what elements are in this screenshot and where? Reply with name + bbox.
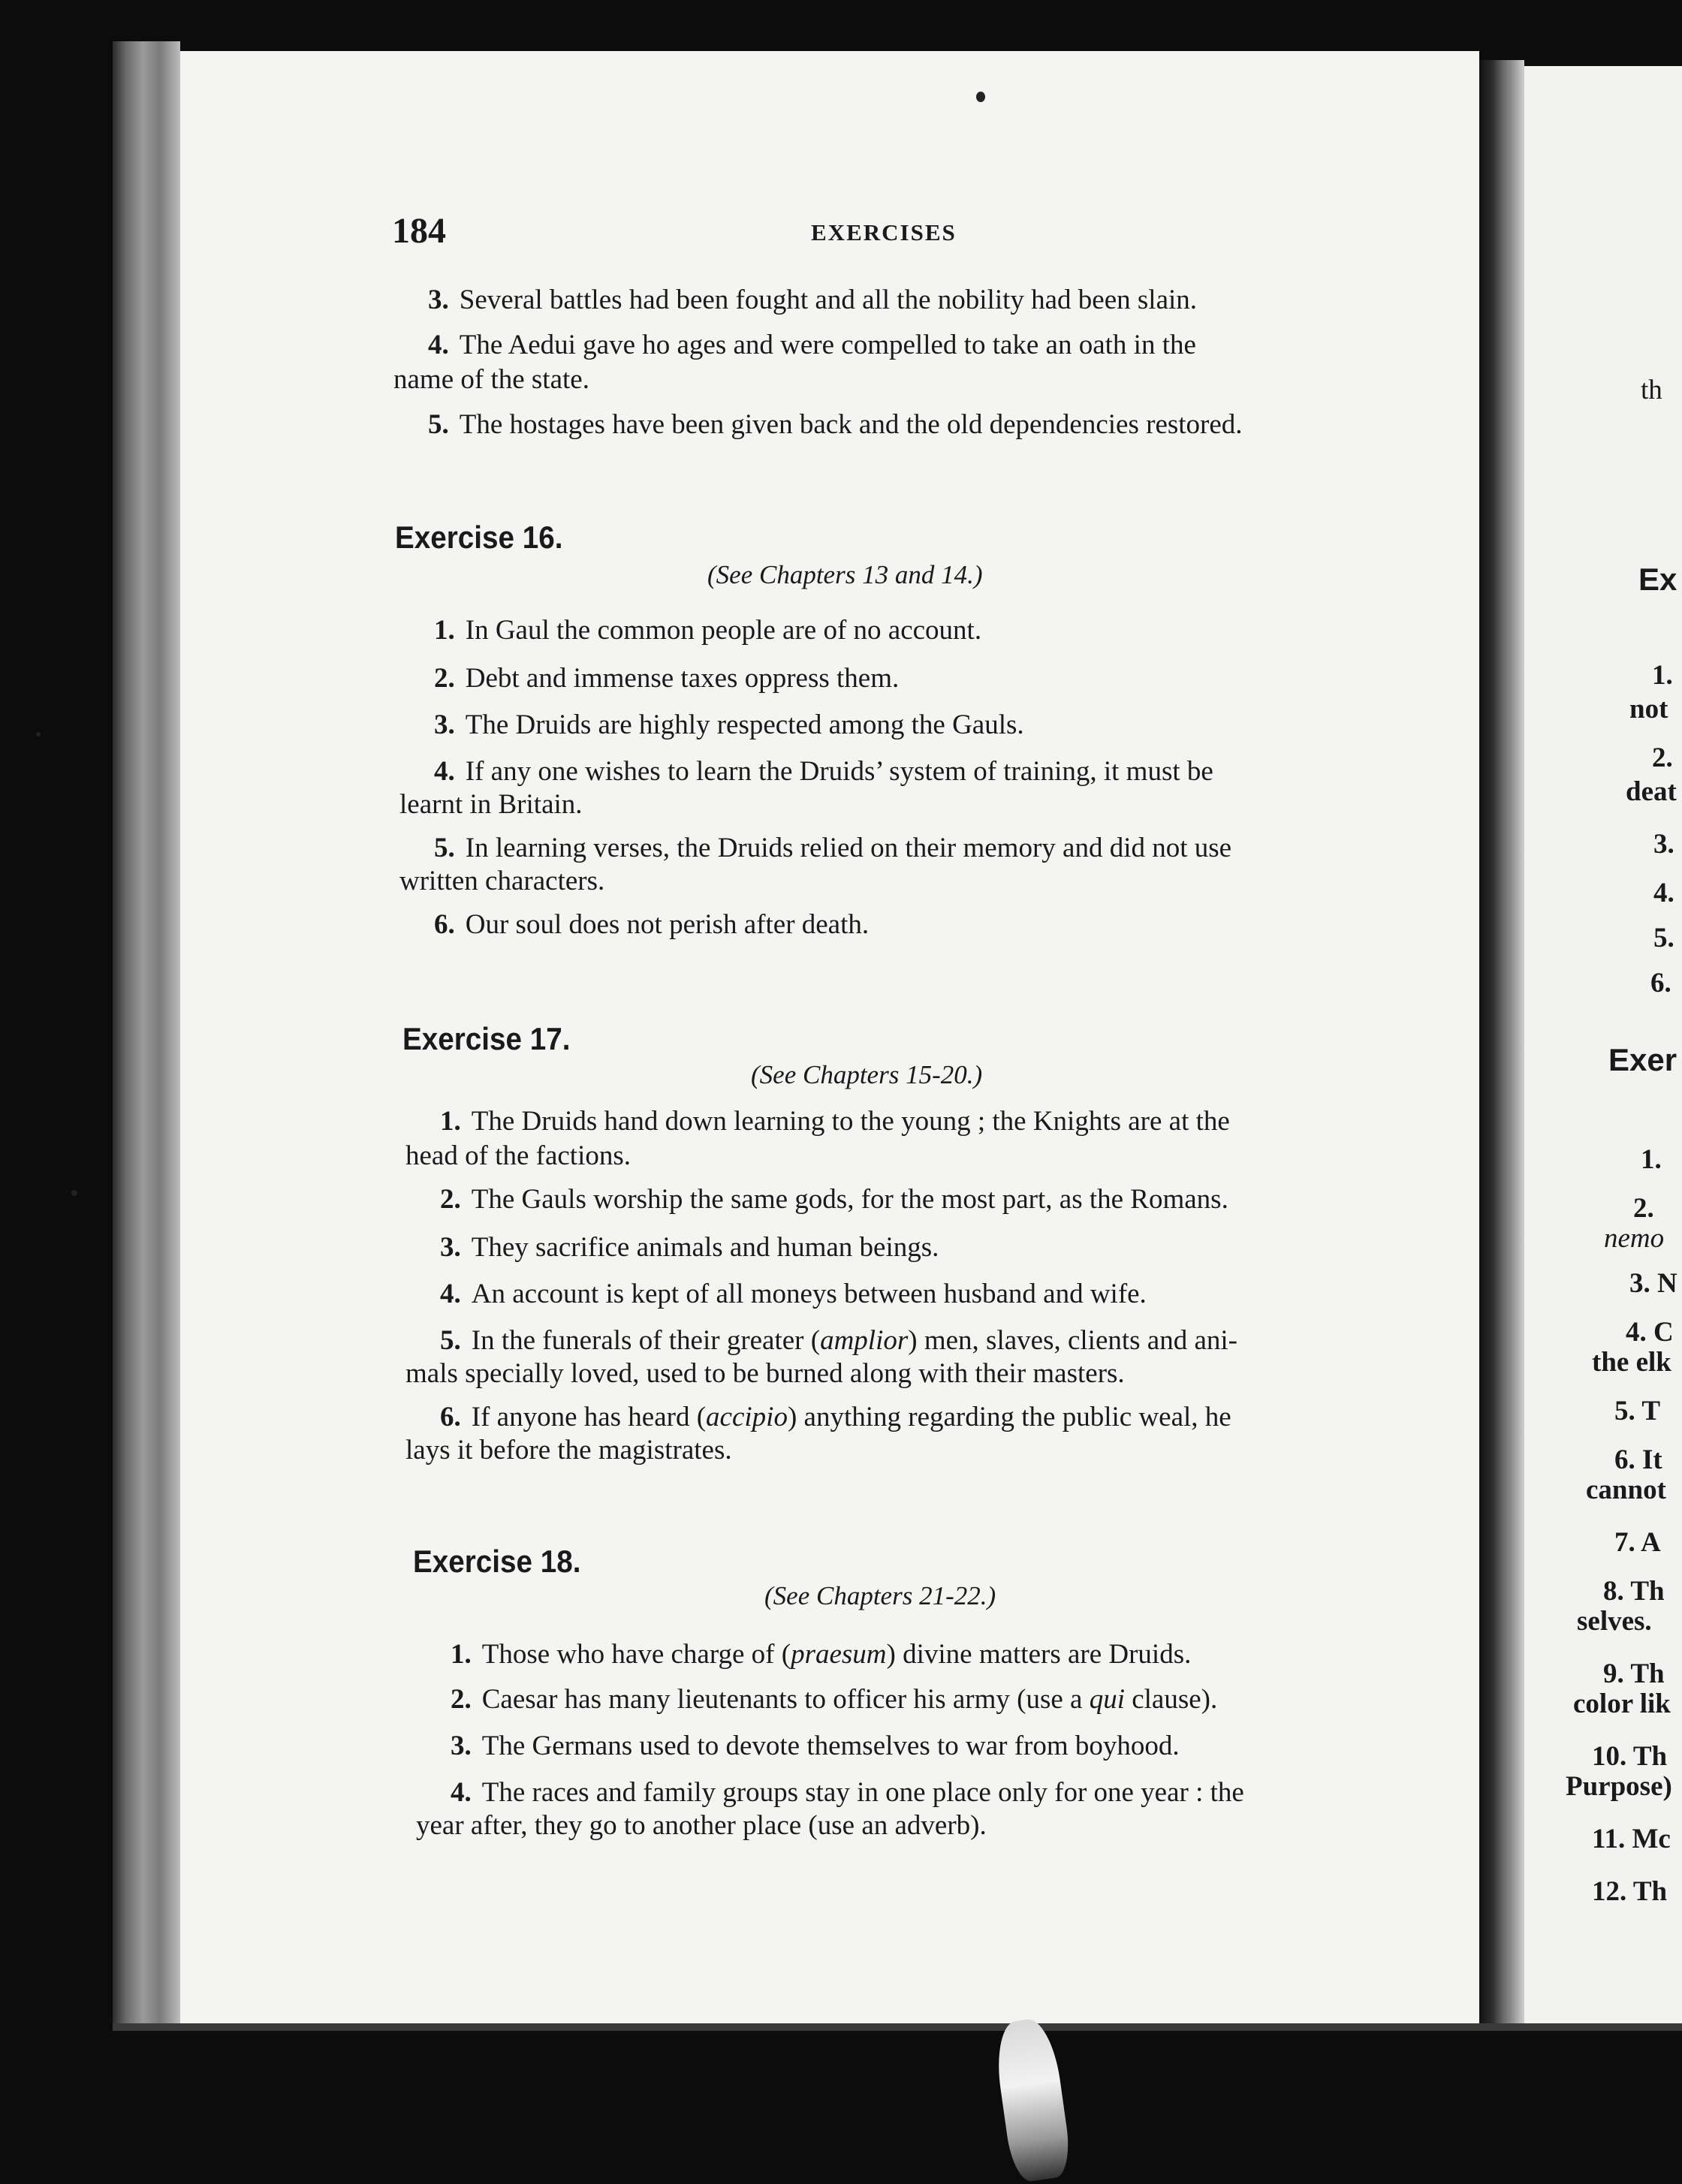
list-item: 4. The races and family groups stay in one place only for one year : the xyxy=(451,1777,1244,1808)
running-title: EXERCISES xyxy=(811,219,957,246)
list-item-continuation: learnt in Britain. xyxy=(399,789,583,820)
list-item: 2. Debt and immense taxes oppress them. xyxy=(434,663,900,694)
facing-fragment: selves. xyxy=(1577,1606,1652,1637)
facing-fragment: 7. A xyxy=(1614,1527,1661,1558)
facing-fragment: cannot xyxy=(1586,1475,1666,1505)
exercise-18-reference: (See Chapters 21-22.) xyxy=(764,1581,996,1610)
facing-fragment: Ex xyxy=(1638,562,1677,597)
binding-glare xyxy=(991,2016,1073,2183)
facing-fragment: 5. xyxy=(1653,923,1674,953)
facing-fragment: 10. Th xyxy=(1592,1741,1668,1772)
facing-fragment: 3. xyxy=(1653,829,1674,860)
facing-fragment: deat xyxy=(1626,776,1677,807)
list-item: 3. The Germans used to devote themselves to war from boyhood. xyxy=(451,1731,1180,1761)
facing-fragment: 4. xyxy=(1653,878,1674,908)
facing-fragment: the elk xyxy=(1592,1347,1671,1378)
list-item: 1. Those who have charge of (praesum) divine matters are Druids. xyxy=(451,1639,1192,1670)
list-item: 4. An account is kept of all moneys between husband and wife. xyxy=(440,1279,1147,1309)
facing-fragment: 12. Th xyxy=(1592,1876,1668,1907)
facing-fragment: 2. xyxy=(1652,743,1673,773)
exercise-16-heading: Exercise 16. xyxy=(395,520,563,555)
facing-fragment: 6. xyxy=(1650,968,1671,999)
exercise-17-heading: Exercise 17. xyxy=(402,1021,571,1056)
list-item: 3. The Druids are highly respected among the Gauls. xyxy=(434,709,1024,740)
speck xyxy=(976,92,985,102)
list-item-continuation: year after, they go to another place (use an adverb). xyxy=(416,1810,987,1841)
facing-fragment: 2. xyxy=(1633,1193,1654,1224)
exercise-16-reference: (See Chapters 13 and 14.) xyxy=(707,560,983,589)
facing-fragment: 1. xyxy=(1652,660,1673,691)
list-item: 6. If anyone has heard (accipio) anything regarding the public weal, he xyxy=(440,1402,1231,1432)
list-item: 3. They sacrifice animals and human beings. xyxy=(440,1232,939,1263)
list-item-continuation: lays it before the magistrates. xyxy=(405,1435,732,1466)
list-item: 5. The hostages have been given back and the old dependencies restored. xyxy=(428,409,1243,440)
facing-fragment: 4. C xyxy=(1626,1317,1674,1348)
speck xyxy=(71,1190,77,1196)
list-item-continuation: written characters. xyxy=(399,866,605,896)
facing-fragment: 5. T xyxy=(1614,1396,1661,1426)
speck xyxy=(36,732,41,737)
book-page-edges xyxy=(113,41,180,2023)
list-item: 1. In Gaul the common people are of no account. xyxy=(434,615,982,646)
facing-page xyxy=(1524,66,1682,2026)
facing-fragment: 8. Th xyxy=(1603,1576,1665,1607)
facing-fragment: nemo xyxy=(1604,1223,1665,1254)
list-item-continuation: mals specially loved, used to be burned along with their masters. xyxy=(405,1358,1125,1389)
list-item: 3. Several battles had been fought and all the nobility had been slain. xyxy=(428,285,1198,315)
list-item-continuation: head of the factions. xyxy=(405,1140,631,1171)
exercise-17-reference: (See Chapters 15-20.) xyxy=(751,1060,983,1089)
list-item: 4. If any one wishes to learn the Druids’ system of training, it must be xyxy=(434,756,1213,787)
facing-fragment: th xyxy=(1641,375,1662,405)
facing-fragment: 6. It xyxy=(1614,1444,1662,1475)
list-item: 2. Caesar has many lieutenants to officer his army (use a qui clause). xyxy=(451,1684,1218,1715)
exercise-18-heading: Exercise 18. xyxy=(413,1544,581,1579)
facing-fragment: 11. Mc xyxy=(1592,1824,1671,1854)
list-item: 1. The Druids hand down learning to the young ; the Knights are at the xyxy=(440,1106,1230,1137)
list-item-continuation: name of the state. xyxy=(393,364,589,395)
facing-fragment: 3. N xyxy=(1629,1268,1677,1299)
facing-fragment: Exer xyxy=(1608,1042,1677,1077)
book-gutter xyxy=(1479,60,1524,2027)
list-item: 5. In the funerals of their greater (amplior) men, slaves, clients and ani- xyxy=(440,1325,1237,1356)
facing-fragment: 1. xyxy=(1641,1144,1662,1175)
facing-fragment: not xyxy=(1629,694,1668,724)
page-bottom-shadow xyxy=(113,2023,1682,2031)
page-number: 184 xyxy=(392,211,446,251)
list-item: 2. The Gauls worship the same gods, for the most part, as the Romans. xyxy=(440,1184,1228,1215)
list-item: 6. Our soul does not perish after death. xyxy=(434,909,870,940)
facing-fragment: 9. Th xyxy=(1603,1658,1665,1689)
facing-fragment: color lik xyxy=(1573,1688,1671,1719)
list-item: 4. The Aedui gave ho ages and were compelled to take an oath in the xyxy=(428,330,1196,360)
facing-fragment: Purpose) xyxy=(1566,1771,1672,1802)
list-item: 5. In learning verses, the Druids relied on their memory and did not use xyxy=(434,833,1232,863)
